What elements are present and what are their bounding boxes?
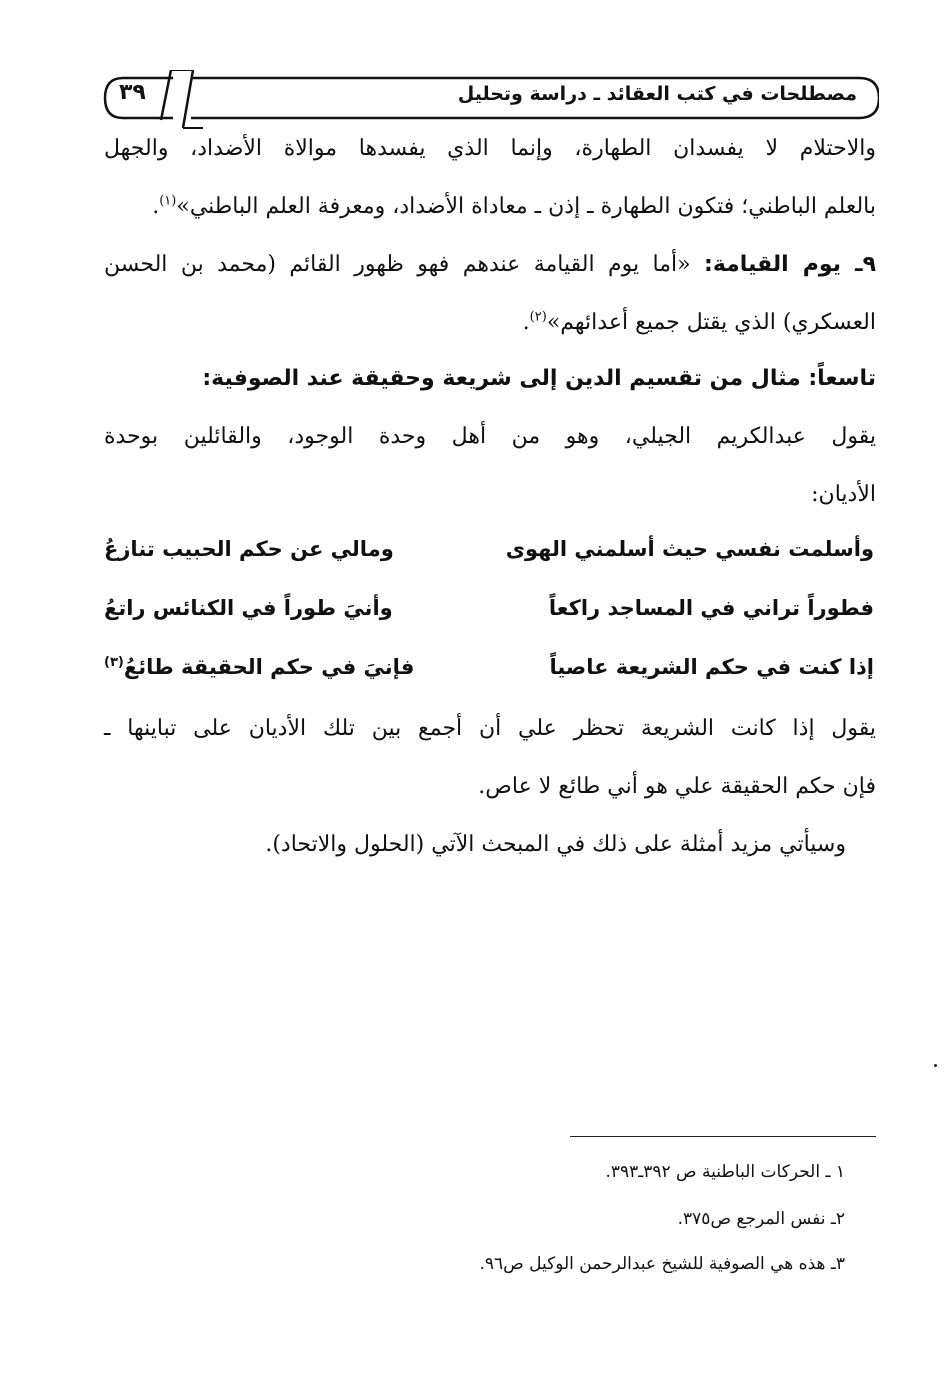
text-line: فإن حكم الحقيقة علي هو أني طائع لا عاص.	[478, 774, 876, 799]
verse-hemistich-1a: وأسلمت نفسي حيث أسلمني الهوى	[505, 537, 874, 561]
text-segment: فإنيَ في حكم الحقيقة طائعُ	[123, 655, 415, 679]
text-segment: بالعلم الباطني؛ فتكون الطهارة ـ إذن ـ معاداة الأضداد، ومعرفة العلم الباطني»	[176, 194, 876, 219]
page-header	[103, 70, 879, 122]
text-line: يقول إذا كانت الشريعة تحظر علي أن أجمع بين تلك الأديان على تباينها ـ	[104, 716, 876, 741]
verse-hemistich-1b: ومالي عن حكم الحبيب تنازعُ	[104, 537, 394, 561]
text-line: يقول عبدالكريم الجيلي، وهو من أهل وحدة الوجود، والقائلين بوحدة	[104, 424, 876, 449]
page-number: ٣٩	[119, 80, 146, 105]
text-segment: «أما يوم القيامة عندهم فهو ظهور القائم (محمد بن الحسن	[104, 252, 691, 277]
item-label: ٩ـ يوم القيامة:	[704, 252, 877, 277]
verse-hemistich-3a: إذا كنت في حكم الشريعة عاصياً	[549, 655, 874, 679]
footnote-ref: (٣)	[104, 655, 124, 670]
verse-hemistich-2b: وأنيَ طوراً في الكنائس راتعُ	[104, 596, 393, 620]
text-line: والاحتلام لا يفسدان الطهارة، وإنما الذي يفسدها موالاة الأضداد، والجهل	[104, 136, 876, 161]
text-line: الأديان:	[811, 482, 876, 507]
verse-hemistich-2a: فطوراً تراني في المساجد راكعاً	[548, 596, 874, 620]
text-line	[104, 252, 876, 277]
text-line: وسيأتي مزيد أمثلة على ذلك في المبحث الآتي (الحلول والاتحاد).	[265, 832, 846, 857]
footnote: ١ ـ الحركات الباطنية ص ٣٩٢ـ٣٩٣.	[605, 1162, 845, 1182]
text-segment: العسكري) الذي يقتل جميع أعدائهم»	[546, 310, 876, 335]
verse-hemistich-3b	[104, 655, 414, 679]
running-title: مصطلحات في كتب العقائد ـ دراسة وتحليل	[457, 83, 857, 105]
footnote-separator	[570, 1136, 876, 1137]
section-heading: تاسعاً: مثال من تقسيم الدين إلى شريعة وحقيقة عند الصوفية:	[202, 366, 876, 391]
text-line: بالعلم الباطني؛ فتكون الطهارة ـ إذن ـ معاداة الأضداد، ومعرفة العلم الباطني»$^{(١)}$.	[152, 193, 876, 219]
footnote-ref: (٢)	[529, 309, 547, 325]
footnote: ٣ـ هذه هي الصوفية للشيخ عبدالرحمن الوكيل ص٩٦.	[479, 1254, 845, 1274]
footnote-ref: (١)	[159, 193, 177, 209]
text-line: العسكري) الذي يقتل جميع أعدائهم»$^{(٢)}$.	[522, 309, 876, 335]
stray-mark	[934, 1064, 937, 1067]
footnote: ٢ـ نفس المرجع ص٣٧٥.	[677, 1209, 845, 1229]
